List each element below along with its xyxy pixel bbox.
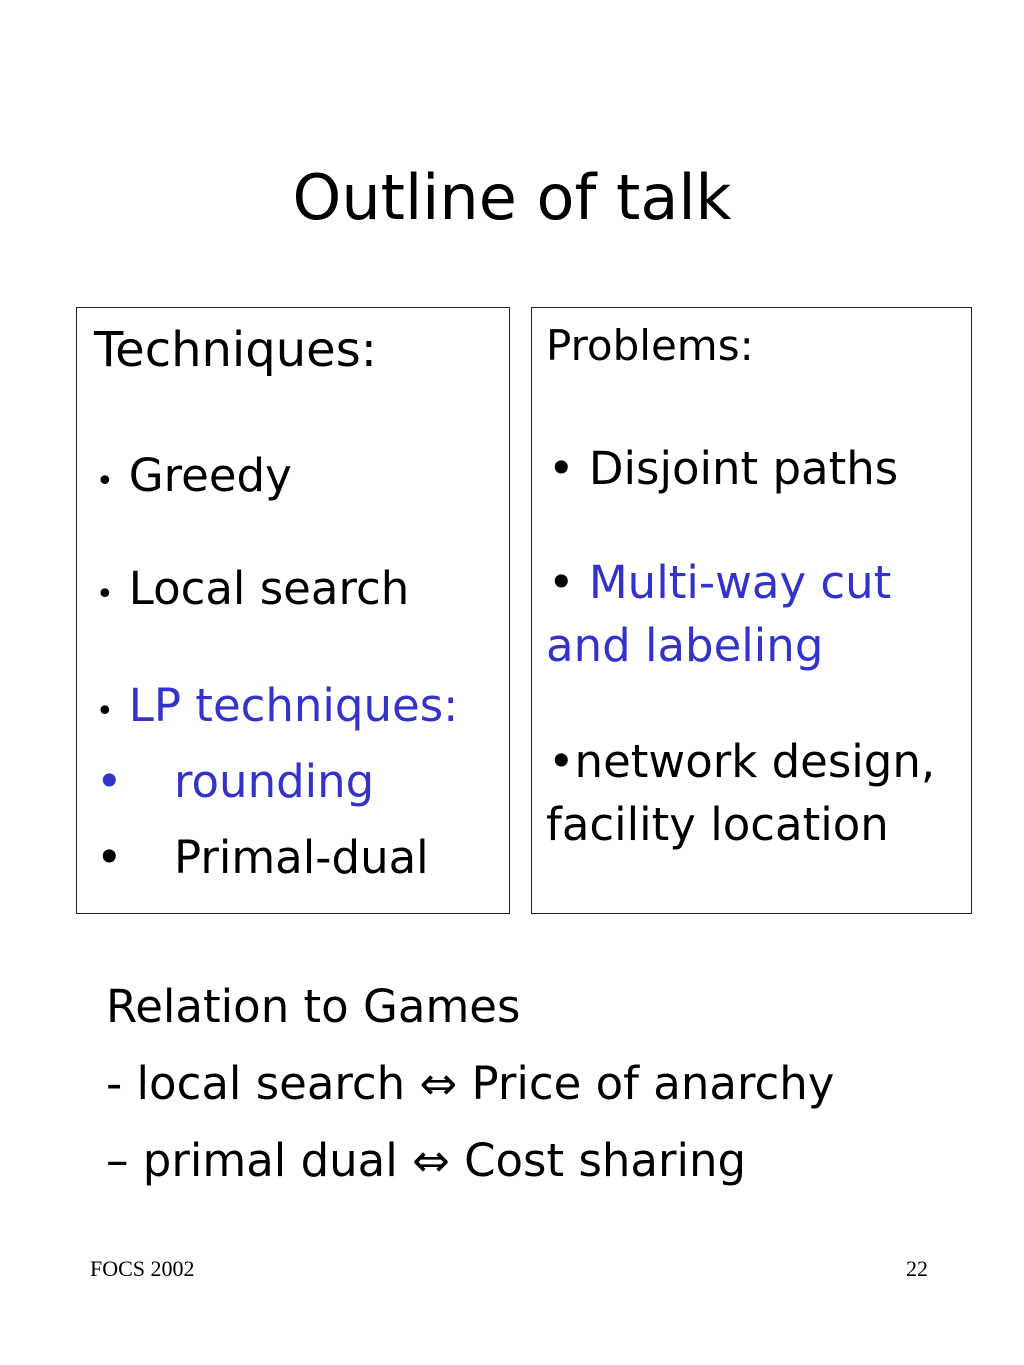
games-line-prefix: – primal dual (106, 1134, 398, 1187)
page-number: 22 (906, 1256, 928, 1281)
problem-item-network-design: •network design, (548, 735, 936, 788)
problem-label: Multi-way cut (588, 556, 892, 609)
technique-label: Local search (128, 562, 410, 615)
problems-heading: Problems: (546, 321, 754, 370)
technique-label-rounding: rounding (174, 755, 375, 808)
technique-item-greedy (96, 448, 292, 504)
bullet: • (96, 577, 114, 612)
games-line-suffix: Price of anarchy (471, 1057, 835, 1110)
technique-item-local-search (96, 561, 409, 617)
bullet: • (96, 464, 114, 499)
footer-conference: FOCS 2002 (90, 1256, 195, 1281)
games-heading: Relation to Games (106, 980, 521, 1033)
technique-label: Greedy (128, 449, 292, 502)
slide-title: Outline of talk (292, 161, 732, 234)
games-line-suffix: Cost sharing (464, 1134, 747, 1187)
technique-item-lp (96, 678, 458, 734)
technique-bullet-rounding: • (96, 755, 123, 808)
technique-bullet-primal-dual: • (96, 831, 123, 884)
bullet: • (548, 556, 589, 609)
equivalence-arrow-icon: ⇔ (412, 1134, 450, 1187)
equivalence-arrow-icon: ⇔ (419, 1057, 458, 1110)
problem-item-multiway-cut-line2: and labeling (546, 619, 824, 672)
problem-item-network-design-line2: facility location (546, 798, 889, 851)
technique-label: LP techniques: (128, 679, 459, 732)
technique-label-primal-dual: Primal-dual (174, 831, 429, 884)
problem-item-multiway-cut (548, 555, 891, 611)
bullet: • (96, 694, 114, 729)
games-line-primal-dual (106, 1133, 746, 1189)
techniques-heading: Techniques: (94, 322, 377, 378)
problem-item-disjoint-paths: • Disjoint paths (548, 442, 899, 495)
games-line-local-search (106, 1056, 834, 1112)
games-line-prefix: - local search (106, 1057, 406, 1110)
